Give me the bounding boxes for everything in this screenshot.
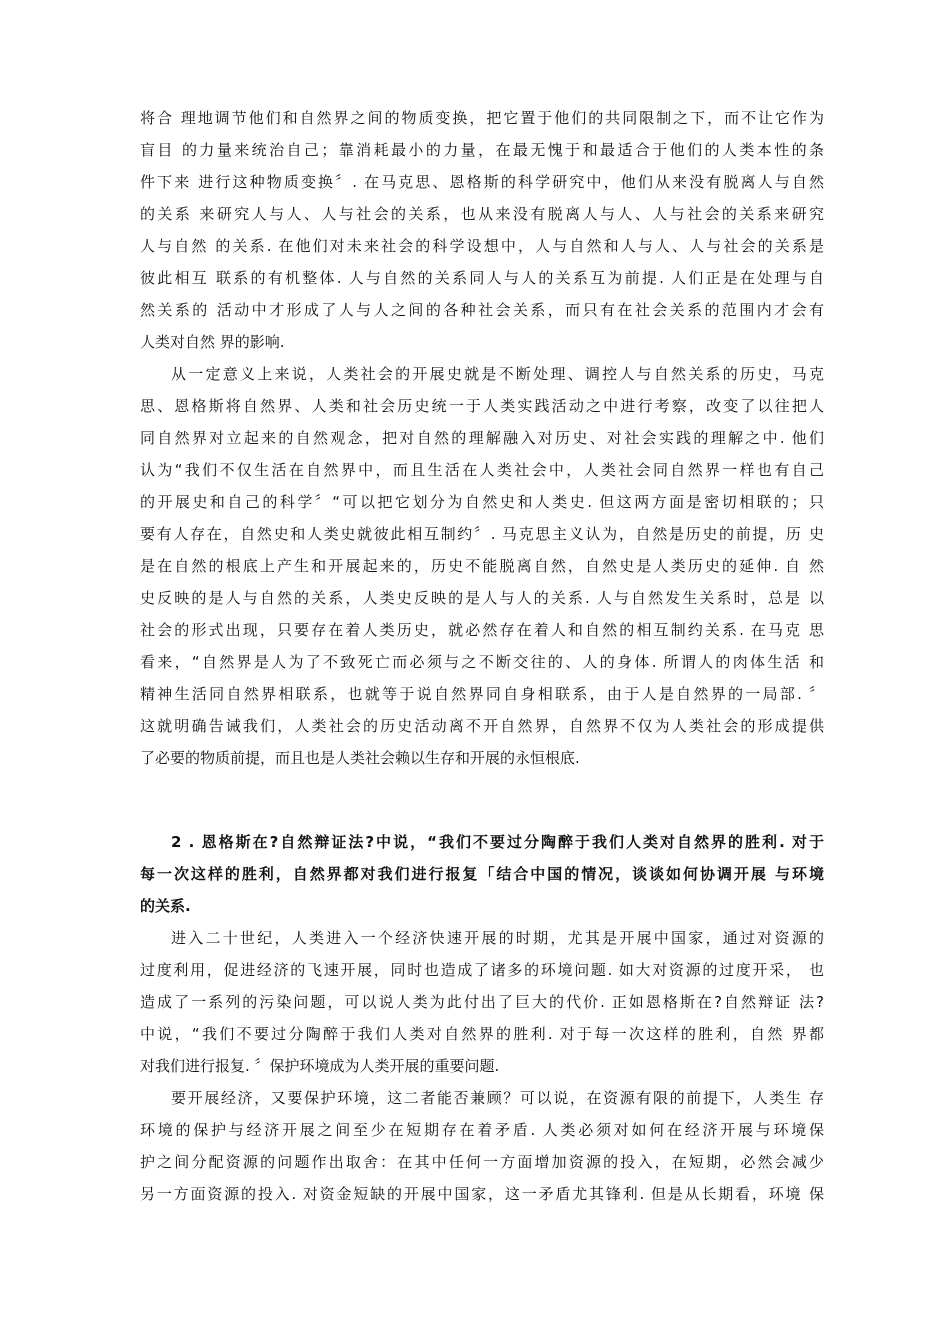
text-line: 思、恩格斯将自然界、人类和社会历史统一于人类实践活动之中进行考察，改变了以往把人 <box>140 397 824 415</box>
text-line: 环境的保护与经济开展之间至少在短期存在着矛盾. 人类必须对如何在经济开展与环境保 <box>140 1121 824 1139</box>
text-line: 造成了一系列的污染问题，可以说人类为此付出了巨大的代价. 正如恩格斯在?自然辩证 法? <box>140 993 824 1011</box>
heading-line: 2 . 恩格斯在?自然辩证法?中说，“我们不要过分陶醉于我们人类对自然界的胜利. 对于 <box>171 833 824 851</box>
text-line: 同自然界对立起来的自然观念，把对自然的理解融入对历史、对社会实践的理解之中. 他们 <box>140 429 824 447</box>
text-line: 的关系 来研究人与人、人与社会的关系，也从来没有脱离人与人、人与社会的关系来研究 <box>140 205 824 223</box>
document-page <box>140 102 824 1210</box>
text-line: 件下来 进行这种物质变换〞. 在马克思、恩格斯的科学研究中，他们从来没有脱离人与自然 <box>140 173 824 191</box>
heading-line: 的关系. <box>140 897 191 915</box>
paragraph-1 <box>140 102 824 358</box>
text-line: 这就明确告诫我们，人类社会的历史活动离不开自然界，自然界不仅为人类社会的形成提供 <box>140 717 824 735</box>
text-line: 的开展史和自己的科学〞“可以把它划分为自然史和人类史. 但这两方面是密切相联的；只 <box>140 493 824 511</box>
text-line: 然关系的 活动中才形成了人与人之间的各种社会关系，而只有在社会关系的范围内才会有 <box>140 301 824 319</box>
text-line: 精神生活同自然界相联系，也就等于说自然界同自身相联系，由于人是自然界的一局部. 〞 <box>140 685 824 703</box>
text-line: 人与自然 的关系. 在他们对未来社会的科学设想中，人与自然和人与人、人与社会的关系是 <box>140 237 824 255</box>
text-line: 护之间分配资源的问题作出取舍：在其中任何一方面增加资源的投入，在短期，必然会减少 <box>140 1153 824 1171</box>
paragraph-3 <box>140 922 824 1082</box>
text-line: 进入二十世纪，人类进入一个经济快速开展的时期，尤其是开展中国家，通过对资源的 <box>171 929 824 947</box>
text-line: 认为“我们不仅生活在自然界中，而且生活在人类社会中，人类社会同自然界一样也有自己 <box>140 461 824 479</box>
text-line: 从一定意义上来说，人类社会的开展史就是不断处理、调控人与自然关系的历史，马克 <box>171 365 824 383</box>
paragraph-4 <box>140 1082 824 1210</box>
text-line: 要开展经济，又要保护环境，这二者能否兼顾？可以说，在资源有限的前提下，人类生 存 <box>171 1089 824 1107</box>
paragraph-gap <box>140 774 824 826</box>
text-line: 要有人存在，自然史和人类史就彼此相互制约〞. 马克思主义认为，自然是历史的前提，历 史 <box>140 525 824 543</box>
text-line: 彼此相互 联系的有机整体. 人与自然的关系同人与人的关系互为前提. 人们正是在处理与自 <box>140 269 824 287</box>
text-line: 中说，“我们不要过分陶醉于我们人类对自然界的胜利. 对于每一次这样的胜利，自然 界都 <box>140 1025 824 1043</box>
heading-line: 每一次这样的胜利，自然界都对我们进行报复「结合中国的情况，谈谈如何协调开展 与环境 <box>140 865 824 883</box>
text-line: 史反映的是人与自然的关系，人类史反映的是人与人的关系. 人与自然发生关系时，总是 以 <box>140 589 824 607</box>
text-line: 是在自然的根底上产生和开展起来的，历史不能脱离自然，自然史是人类历史的延伸. 自 然 <box>140 557 824 575</box>
text-line: 对我们进行报复. 〞保护环境成为人类开展的重要问题. <box>140 1057 500 1075</box>
text-line: 社会的形式出现，只要存在着人类历史，就必然存在着人和自然的相互制约关系. 在马克 思 <box>140 621 824 639</box>
question-heading <box>140 826 824 922</box>
paragraph-2 <box>140 358 824 774</box>
text-line: 另一方面资源的投入. 对资金短缺的开展中国家，这一矛盾尤其锋利. 但是从长期看，环境 保 <box>140 1185 824 1203</box>
text-line: 人类对自然 界的影响. <box>140 333 285 351</box>
text-line: 过度利用，促进经济的飞速开展，同时也造成了诸多的环境问题. 如大对资源的过度开采， 也 <box>140 961 824 979</box>
text-line: 将合 理地调节他们和自然界之间的物质变换，把它置于他们的共同限制之下，而不让它作为 <box>140 109 824 127</box>
text-line: 看来，“自然界是人为了不致死亡而必须与之不断交往的、人的身体. 所谓人的肉体生活 和 <box>140 653 824 671</box>
text-line: 了必要的物质前提，而且也是人类社会赖以生存和开展的永恒根底. <box>140 749 580 767</box>
text-line: 盲目 的力量来统治自己；靠消耗最小的力量，在最无愧于和最适合于他们的人类本性的条 <box>140 141 824 159</box>
